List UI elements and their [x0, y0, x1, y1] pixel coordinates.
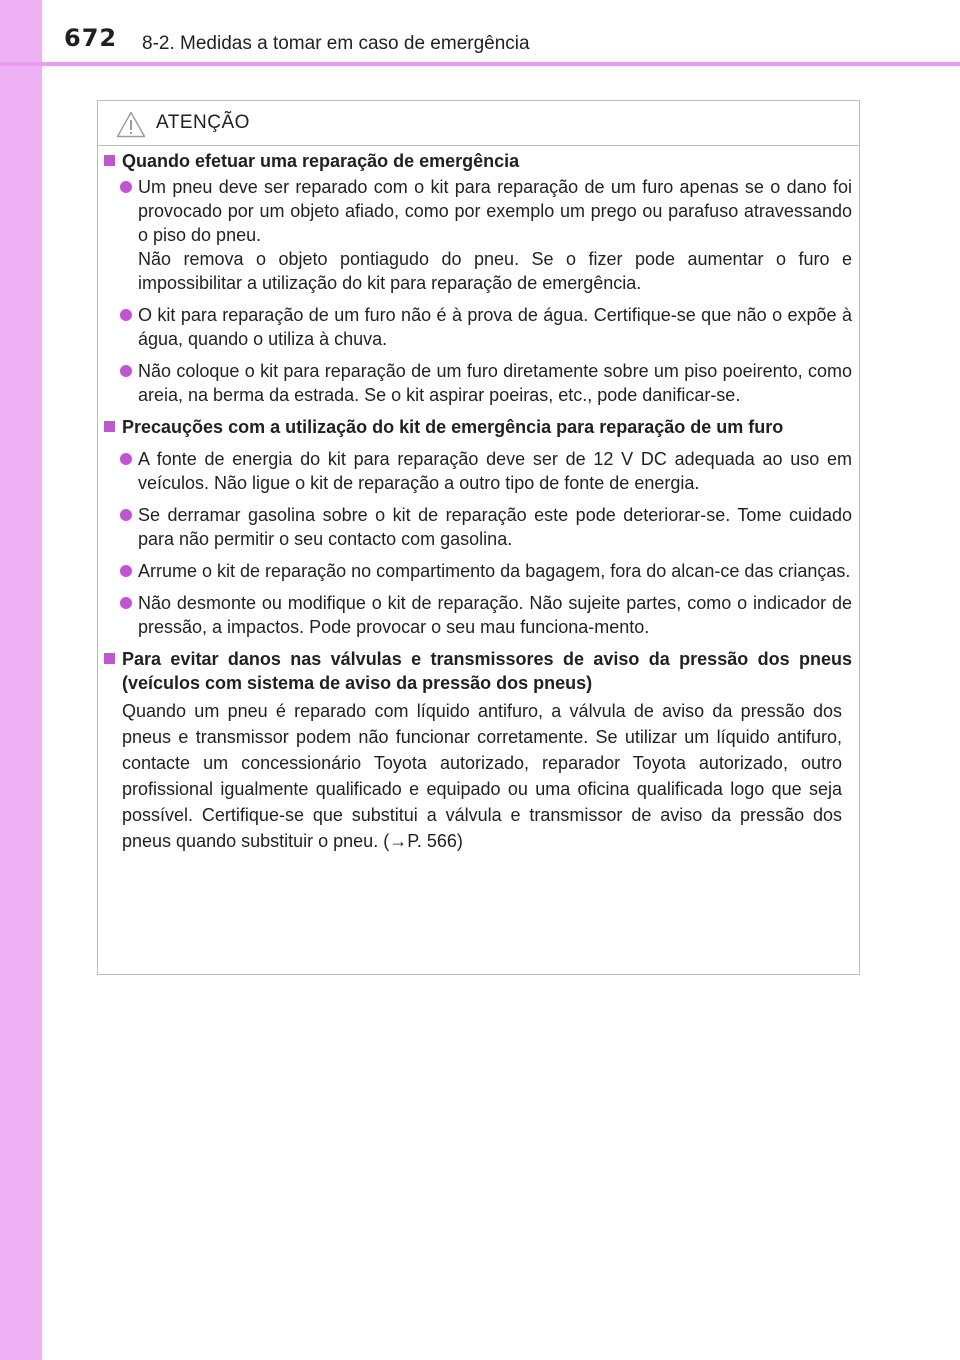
side-color-band	[0, 0, 42, 1360]
round-bullet-icon	[120, 309, 132, 321]
section-heading	[104, 647, 852, 695]
section-heading-text: Precauções com a utilização do kit de emergência para reparação de um furo	[122, 417, 784, 437]
bullet-paragraph: Não desmonte ou modifique o kit de reparação. Não sujeite partes, como o indicador de pressão, a impactos. Pode provocar o seu mau funciona-mento.	[138, 593, 852, 637]
warning-triangle-icon	[116, 111, 146, 138]
round-bullet-icon	[120, 565, 132, 577]
square-bullet-icon	[104, 155, 115, 166]
bullet-paragraph: O kit para reparação de um furo não é à prova de água. Certifique-se que não o expõe à água, quando o utiliza à chuva.	[138, 305, 852, 349]
warning-title: ATENÇÃO	[156, 112, 250, 133]
list-item	[104, 447, 852, 495]
section-heading	[104, 415, 852, 439]
bullet-paragraph: Não remova o objeto pontiagudo do pneu. Se o fizer pode aumentar o furo e impossibilitar a utilização do kit para reparação de emergência.	[138, 249, 852, 293]
round-bullet-icon	[120, 597, 132, 609]
round-bullet-icon	[120, 181, 132, 193]
round-bullet-icon	[120, 453, 132, 465]
list-item	[104, 591, 852, 639]
warning-box	[97, 100, 860, 975]
bullet-paragraph: A fonte de energia do kit para reparação deve ser de 12 V DC adequada ao uso em veículos. Não ligue o kit de reparação a outro tipo de fonte de energia.	[138, 449, 852, 493]
round-bullet-icon	[120, 365, 132, 377]
warning-content	[98, 147, 859, 854]
header-divider	[0, 62, 960, 66]
warning-header	[98, 101, 859, 146]
list-item	[104, 559, 852, 583]
bullet-paragraph: Arrume o kit de reparação no compartimento da bagagem, fora do alcan-ce das crianças.	[138, 561, 851, 581]
list-item	[104, 175, 852, 295]
section-heading	[104, 149, 852, 173]
round-bullet-icon	[120, 509, 132, 521]
bullet-paragraph: Um pneu deve ser reparado com o kit para reparação de um furo apenas se o dano foi provocado por um objeto afiado, como por exemplo um prego ou parafuso atravessando o piso do pneu.	[138, 177, 852, 245]
section-heading-text: Quando efetuar uma reparação de emergência	[122, 151, 520, 171]
page-number: 672	[64, 24, 118, 52]
list-item	[104, 359, 852, 407]
square-bullet-icon	[104, 653, 115, 664]
square-bullet-icon	[104, 421, 115, 432]
section-title: 8-2. Medidas a tomar em caso de emergência	[142, 33, 530, 54]
bullet-paragraph: Se derramar gasolina sobre o kit de reparação este pode deteriorar-se. Tome cuidado para não permitir o seu contacto com gasolina.	[138, 505, 852, 549]
section-paragraph: Quando um pneu é reparado com líquido antifuro, a válvula de aviso da pressão dos pneus e transmissor podem não funcionar corretamente. Se utilizar um líquido antifuro, contacte um concessionário Toyota autorizado, reparador Toyota autorizado, outro profissional igualmente qualificado e equipado ou uma oficina qualificada logo que seja possível. Certifique-se que substitui a válvula e transmissor de aviso da pressão dos pneus quando substituir o pneu. (→P. 566)	[122, 701, 842, 851]
list-item	[104, 303, 852, 351]
section-heading-text: Para evitar danos nas válvulas e transmissores de aviso da pressão dos pneus (veículos com sistema de aviso da pressão dos pneus)	[122, 649, 852, 693]
list-item	[104, 503, 852, 551]
bullet-paragraph: Não coloque o kit para reparação de um furo diretamente sobre um piso poeirento, como areia, na berma da estrada. Se o kit aspirar poeiras, etc., pode danificar-se.	[138, 361, 852, 405]
